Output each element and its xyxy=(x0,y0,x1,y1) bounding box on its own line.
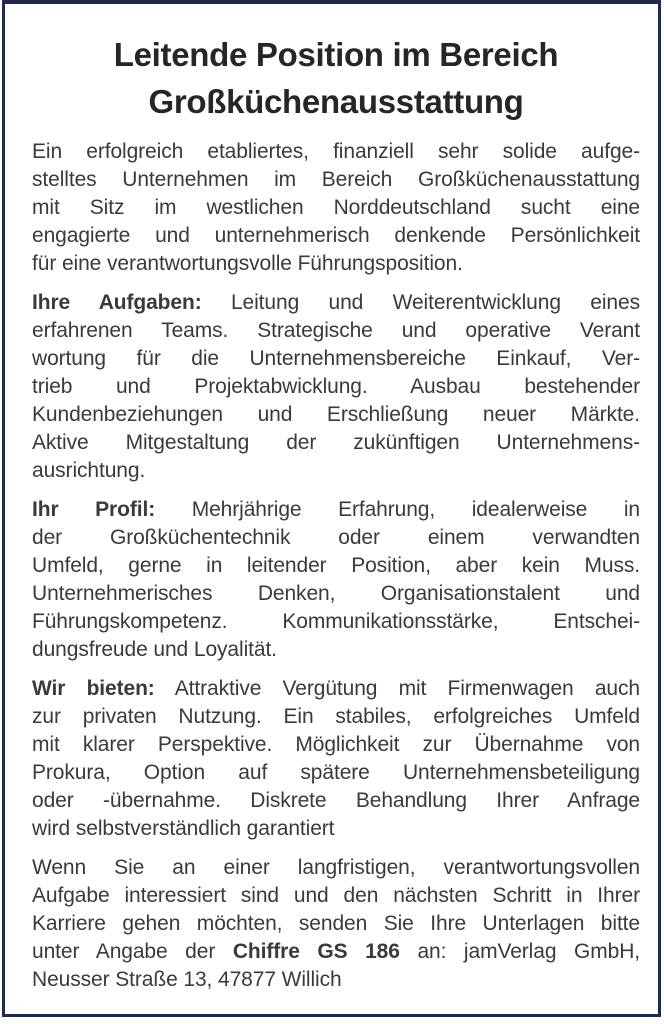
text-line xyxy=(32,552,640,580)
text-line xyxy=(32,496,640,524)
paragraph xyxy=(32,675,640,843)
text-segment: Führungskompetenz. Kommunikationsstärke, Entschei- xyxy=(32,610,640,633)
text-line xyxy=(32,938,640,966)
text-segment: wortung für die Unternehmensbereiche Einkauf, Ver- xyxy=(32,347,640,370)
paragraph xyxy=(32,289,640,485)
text-segment: erfahrenen Teams. Strategische und operative Verant xyxy=(32,319,640,342)
text-segment: der Großküchentechnik oder einem verwandten xyxy=(32,526,640,549)
text-segment: dungsfreude und Loyalität. xyxy=(32,638,277,661)
text-line xyxy=(32,317,640,345)
ad-title-line: Großküchenausstattung xyxy=(148,83,524,120)
text-segment: Karriere gehen möchten, senden Sie Ihre Unterlagen bitte xyxy=(32,912,640,935)
text-line xyxy=(32,910,640,938)
ad-title-line: Leitende Position im Bereich xyxy=(113,36,559,73)
text-line xyxy=(32,882,640,910)
text-segment: Mehrjährige Erfahrung, idealerweise in xyxy=(155,498,640,521)
text-line xyxy=(32,524,640,552)
bold-text-segment: Chiffre GS 186 xyxy=(232,940,400,963)
text-segment: Wenn Sie an einer langfristigen, verantwortungsvollen xyxy=(32,856,640,879)
text-line xyxy=(32,966,640,994)
text-line xyxy=(32,608,640,636)
text-line xyxy=(32,854,640,882)
text-line xyxy=(32,457,640,485)
text-segment: Kundenbeziehungen und Erschließung neuer Märkte. xyxy=(32,403,640,426)
text-line xyxy=(32,429,640,457)
text-segment: mit klarer Perspektive. Möglichkeit zur Übernahme von xyxy=(32,733,640,756)
text-line xyxy=(32,289,640,317)
text-line xyxy=(32,580,640,608)
text-line xyxy=(32,401,640,429)
text-segment: Leitung und Weiterentwicklung eines xyxy=(201,291,640,314)
text-line xyxy=(32,636,640,664)
text-segment: oder -übernahme. Diskrete Behandlung Ihrer Anfrage xyxy=(32,789,640,812)
text-line xyxy=(32,787,640,815)
text-segment: Unternehmerisches Denken, Organisationstalent und xyxy=(32,582,640,605)
text-segment: trieb und Projektabwicklung. Ausbau bestehender xyxy=(32,375,640,398)
text-segment: Umfeld, gerne in leitender Position, aber kein Muss. xyxy=(32,554,640,577)
paragraph xyxy=(32,854,640,994)
ad-body xyxy=(32,138,640,994)
ad-title xyxy=(32,31,640,125)
text-line xyxy=(32,166,640,194)
text-segment: Attraktive Vergütung mit Firmenwagen auch xyxy=(154,677,640,700)
paragraph xyxy=(32,496,640,664)
job-ad-box xyxy=(2,0,661,1017)
text-segment: für eine verantwortungsvolle Führungsposition. xyxy=(32,252,463,275)
text-line xyxy=(32,675,640,703)
text-line xyxy=(32,373,640,401)
text-line xyxy=(32,703,640,731)
text-line xyxy=(32,345,640,373)
text-segment: Neusser Straße 13, 47877 Willich xyxy=(32,968,342,991)
text-segment: mit Sitz im westlichen Norddeutschland sucht eine xyxy=(32,196,640,219)
text-segment: ausrichtung. xyxy=(32,459,146,482)
text-segment: an: jamVerlag GmbH, xyxy=(399,940,640,963)
text-line xyxy=(32,759,640,787)
text-segment: Prokura, Option auf spätere Unternehmensbeteiligung xyxy=(32,761,640,784)
text-segment: zur privaten Nutzung. Ein stabiles, erfolgreiches Umfeld xyxy=(32,705,640,728)
text-segment: engagierte und unternehmerisch denkende Persönlichkeit xyxy=(32,224,640,247)
text-line xyxy=(32,138,640,166)
paragraph xyxy=(32,138,640,278)
bold-text-segment: Ihr Profil: xyxy=(32,498,156,521)
bold-text-segment: Ihre Aufgaben: xyxy=(32,291,202,314)
text-segment: wird selbstverständlich garantiert xyxy=(32,817,335,840)
text-line xyxy=(32,222,640,250)
text-line xyxy=(32,731,640,759)
text-segment: stelltes Unternehmen im Bereich Großküchenausstattung xyxy=(32,168,640,191)
text-segment: Ein erfolgreich etabliertes, finanziell sehr solide aufge- xyxy=(32,140,640,163)
text-segment: Aktive Mitgestaltung der zukünftigen Unternehmens- xyxy=(32,431,640,454)
text-segment: Aufgabe interessiert sind und den nächsten Schritt in Ihrer xyxy=(32,884,640,907)
text-segment: unter Angabe der xyxy=(32,940,233,963)
text-line xyxy=(32,250,640,278)
text-line xyxy=(32,815,640,843)
ad-content xyxy=(5,4,658,994)
text-line xyxy=(32,194,640,222)
bold-text-segment: Wir bieten: xyxy=(32,677,155,700)
